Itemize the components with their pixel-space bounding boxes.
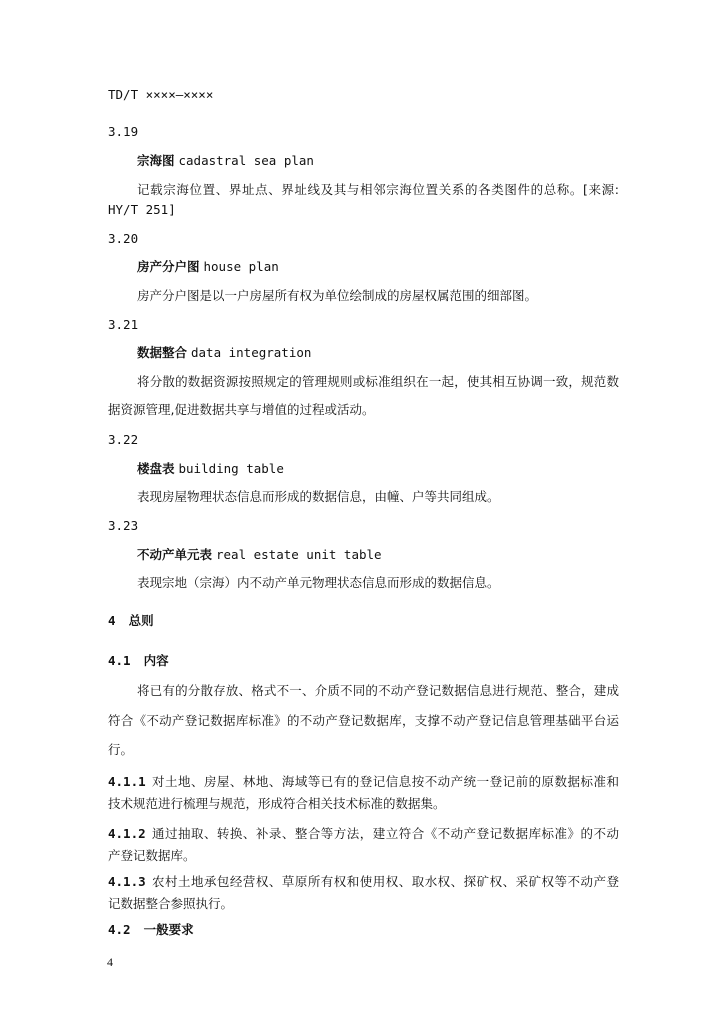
body-paragraph-line: 行。 bbox=[108, 742, 134, 757]
term-definition-line: 表现房屋物理状态信息而形成的数据信息，由幢、户等共同组成。 bbox=[137, 489, 500, 504]
subsection-number: 4.1 bbox=[108, 653, 131, 668]
section-heading bbox=[108, 613, 154, 629]
subsection-title: 内容 bbox=[143, 653, 169, 668]
clause-number: 4.1.3 bbox=[108, 874, 146, 889]
term-chinese: 楼盘表 bbox=[137, 461, 175, 476]
section-number: 4 bbox=[108, 613, 116, 628]
clause-text-line: 技术规范进行梳理与规范，形成符合相关技术标准的数据集。 bbox=[108, 796, 446, 811]
subsection-heading bbox=[108, 922, 194, 938]
clause-number: 4.1.1 bbox=[108, 774, 146, 789]
document-code-header: TD/T ××××—×××× bbox=[108, 87, 214, 102]
term-chinese: 宗海图 bbox=[137, 153, 175, 168]
subsection-title: 一般要求 bbox=[143, 922, 194, 937]
clause-text-line: 对土地、房屋、林地、海域等已有的登记信息按不动产统一登记前的原数据标准和 bbox=[152, 774, 619, 789]
term-definition-line: HY/T 251] bbox=[108, 202, 176, 217]
term-definition-line: 表现宗地（宗海）内不动产单元物理状态信息而形成的数据信息。 bbox=[137, 575, 500, 590]
term-english: building table bbox=[178, 461, 284, 476]
term-heading bbox=[137, 345, 311, 361]
clause-text-line: 记数据整合参照执行。 bbox=[108, 896, 234, 911]
term-heading bbox=[137, 259, 279, 275]
term-definition-line: 房产分户图是以一户房屋所有权为单位绘制成的房屋权属范围的细部图。 bbox=[137, 288, 538, 303]
clause-number: 4.1.2 bbox=[108, 826, 146, 841]
term-heading bbox=[137, 461, 284, 477]
term-chinese: 数据整合 bbox=[137, 345, 188, 360]
term-number: 3.22 bbox=[108, 432, 139, 447]
clause-text-line: 通过抽取、转换、补录、整合等方法，建立符合《不动产登记数据库标准》的不动 bbox=[152, 826, 619, 841]
term-number: 3.19 bbox=[108, 124, 139, 139]
term-definition-line: 据资源管理,促进数据共享与增值的过程或活动。 bbox=[108, 402, 375, 417]
body-paragraph-line: 将已有的分散存放、格式不一、介质不同的不动产登记数据信息进行规范、整合，建成 bbox=[137, 683, 619, 698]
page-number: 4 bbox=[107, 955, 113, 969]
term-english: cadastral sea plan bbox=[178, 153, 314, 168]
term-english: real estate unit table bbox=[216, 547, 382, 562]
section-title: 总则 bbox=[128, 613, 154, 628]
clause-text-line: 农村土地承包经营权、草原所有权和使用权、取水权、探矿权、采矿权等不动产登 bbox=[152, 874, 619, 889]
term-definition-line: 将分散的数据资源按照规定的管理规则或标准组织在一起，使其相互协调一致，规范数 bbox=[137, 374, 619, 389]
term-number: 3.21 bbox=[108, 317, 139, 332]
term-heading bbox=[137, 153, 314, 169]
term-heading bbox=[137, 547, 382, 563]
term-number: 3.20 bbox=[108, 231, 139, 246]
clause-text-line: 产登记数据库。 bbox=[108, 848, 196, 863]
body-paragraph-line: 符合《不动产登记数据库标准》的不动产登记数据库，支撑不动产登记信息管理基础平台运 bbox=[108, 713, 619, 728]
term-english: house plan bbox=[203, 259, 279, 274]
term-number: 3.23 bbox=[108, 518, 139, 533]
subsection-heading bbox=[108, 653, 169, 669]
term-chinese: 房产分户图 bbox=[137, 259, 200, 274]
term-chinese: 不动产单元表 bbox=[137, 547, 213, 562]
term-definition-line: 记载宗海位置、界址点、界址线及其与相邻宗海位置关系的各类图件的总称。[来源: bbox=[137, 182, 619, 197]
subsection-number: 4.2 bbox=[108, 922, 131, 937]
term-english: data integration bbox=[191, 345, 312, 360]
